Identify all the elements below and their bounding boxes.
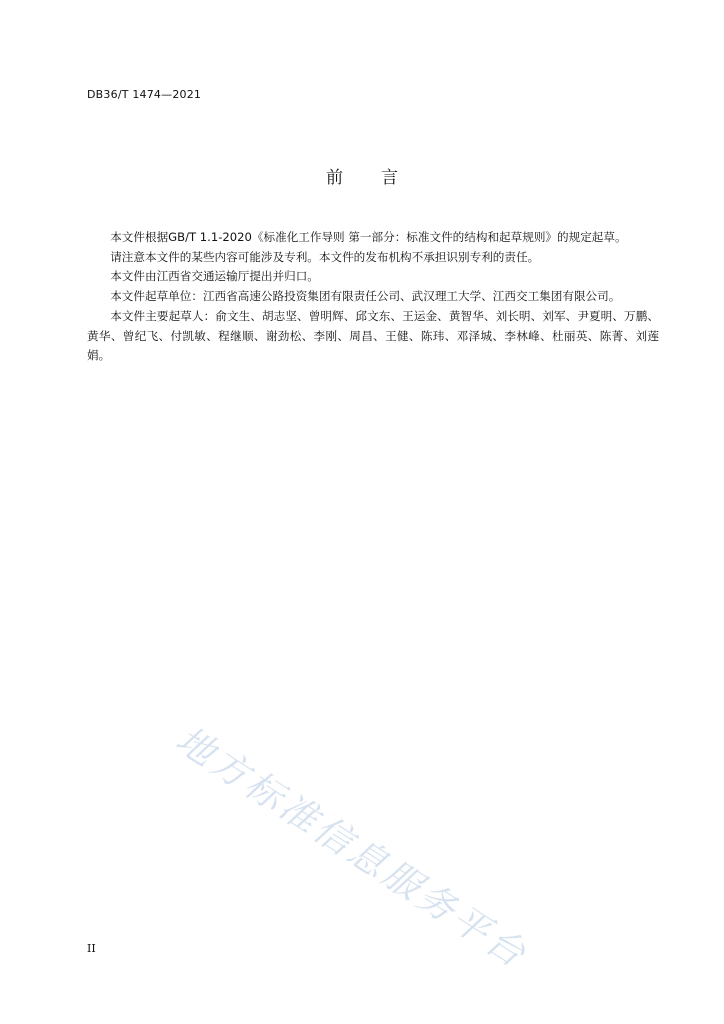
title-char-2: 言	[381, 168, 398, 188]
paragraph-drafters: 本文件主要起草人：俞文生、胡志坚、曾明辉、邱文东、王运金、黄智华、刘长明、刘军、尹夏明、万鹏、黄华、曾纪飞、付凯敏、程继顺、谢劲松、李刚、周昌、王健、陈玮、邓泽城、李林峰、杜丽英、陈菁、刘莲娟。	[87, 308, 659, 363]
paragraph-proposer: 本文件由江西省交通运输厅提出并归口。	[110, 269, 319, 284]
title-char-1: 前	[326, 168, 343, 188]
paragraph-standard-basis: 本文件根据GB/T 1.1-2020《标准化工作导则 第一部分：标准文件的结构和起草规则》的规定起草。	[110, 230, 627, 244]
paragraph-drafting-units: 本文件起草单位：江西省高速公路投资集团有限责任公司、武汉理工大学、江西交工集团有限公司。	[110, 289, 621, 304]
watermark: 地方标准信息服务平台	[168, 717, 536, 978]
document-code: DB36/T 1474—2021	[87, 88, 202, 101]
foreword-body	[87, 228, 659, 366]
page-title	[0, 163, 724, 188]
page-number: II	[87, 942, 96, 955]
paragraph-patent-notice: 请注意本文件的某些内容可能涉及专利。本文件的发布机构不承担识别专利的责任。	[110, 249, 540, 264]
